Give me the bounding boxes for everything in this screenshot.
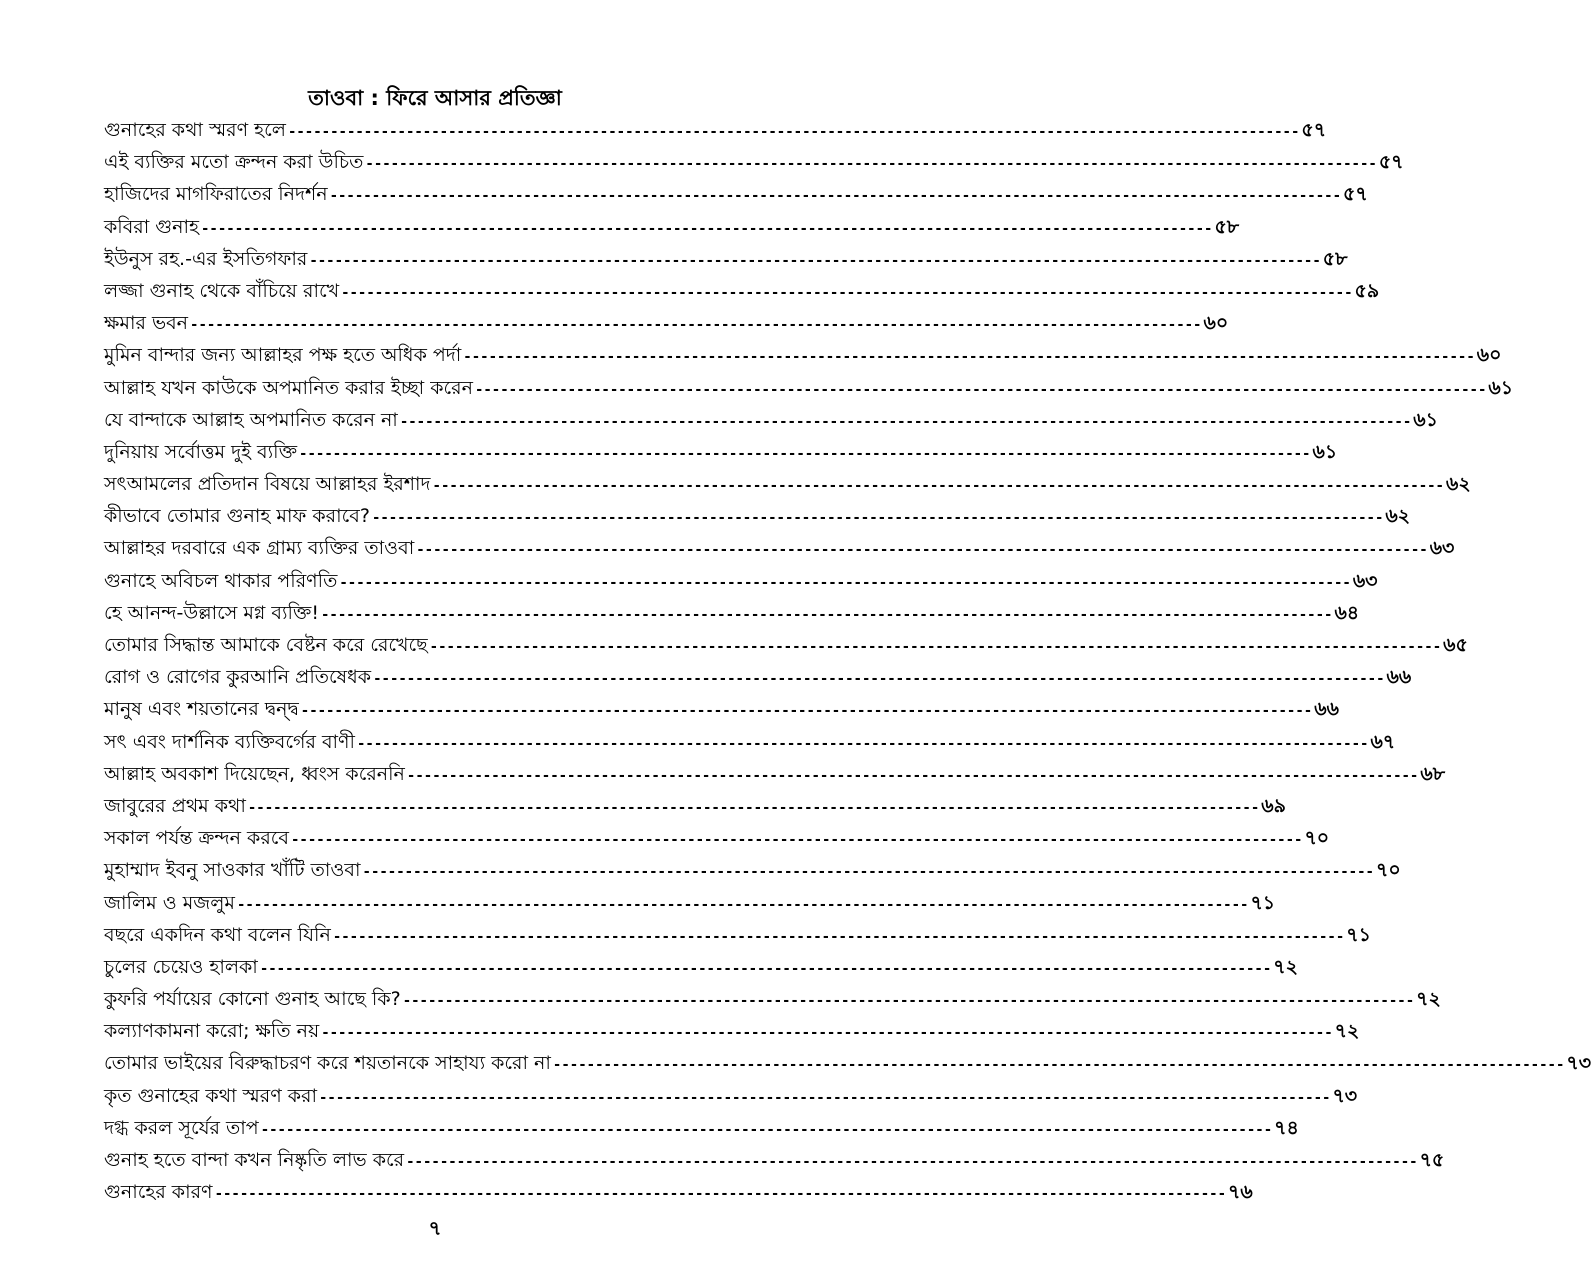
toc-entry-title: গুনাহের কথা স্মরণ হলে [104, 119, 286, 141]
dot-leader: ------------------------------------------------------------------------------------------------------------------------ [320, 606, 1333, 623]
toc-entry-title: এই ব্যক্তির মতো ক্রন্দন করা উচিত [104, 151, 364, 174]
toc-entry [104, 339, 1502, 371]
dot-leader: ------------------------------------------------------------------------------------------------------------------------ [463, 349, 1475, 366]
page-number: ৭ [428, 1216, 442, 1240]
dot-leader: ------------------------------------------------------------------------------------------------------------------------ [341, 284, 1353, 301]
toc-entry-page: ৬২ [1445, 473, 1471, 496]
toc-entry-page: ৭৫ [1419, 1149, 1445, 1171]
toc-entry-title: দুনিয়ায় সর্বোত্তম দুই ব্যক্তি [104, 440, 298, 463]
toc-entry [104, 693, 1339, 725]
toc-entry-page: ৫৭ [1301, 119, 1327, 141]
toc-entry-page: ৬১ [1488, 376, 1514, 399]
toc-entry-page: ৭১ [1250, 891, 1276, 914]
toc-entry [104, 790, 1286, 822]
toc-entry-title: কল্যাণকামনা করো; ক্ষতি নয় [104, 1020, 320, 1043]
toc-entry-title: মানুষ এবং শয়তানের দ্বন্দ্ব [104, 698, 299, 721]
toc-entry-page: ৭১ [1346, 923, 1371, 946]
dot-leader: ------------------------------------------------------------------------------------------------------------------------ [287, 124, 1300, 140]
toc-entry-title: কুফরি পর্যায়ের কোনো গুনাহ আছে কি? [104, 988, 401, 1011]
toc-entry-title: গুনাহ হতে বান্দা কখন নিষ্কৃতি লাভ করে [104, 1149, 405, 1171]
toc-entry-page: ৬৫ [1443, 634, 1468, 656]
dot-leader: ------------------------------------------------------------------------------------------------------------------------ [319, 1089, 1331, 1106]
dot-leader: ------------------------------------------------------------------------------------------------------------------------ [365, 156, 1377, 173]
toc-entry [104, 951, 1298, 983]
toc-entry-title: কৃত গুনাহের কথা স্মরণ করা [104, 1084, 317, 1107]
toc-entry-title: দগ্ধ করল সূর্যের তাপ [104, 1116, 259, 1139]
dot-leader: ------------------------------------------------------------------------------------------------------------------------ [332, 928, 1345, 945]
dot-leader: ------------------------------------------------------------------------------------------------------------------------ [291, 832, 1303, 849]
toc-entry [104, 275, 1380, 307]
dot-leader: ------------------------------------------------------------------------------------------------------------------------ [416, 542, 1428, 559]
toc-entry-title: লজ্জা গুনাহ থেকে বাঁচিয়ে রাখে [104, 279, 340, 302]
dot-leader: ------------------------------------------------------------------------------------------------------------------------ [201, 220, 1213, 237]
toc-entry-page: ৬৬ [1386, 666, 1412, 689]
dot-leader: ------------------------------------------------------------------------------------------------------------------------ [190, 317, 1202, 334]
toc-entry-page: ৬৩ [1352, 569, 1378, 592]
dot-leader: ------------------------------------------------------------------------------------------------------------------------ [362, 864, 1374, 881]
toc-entry [104, 307, 1229, 339]
toc-entry [104, 597, 1360, 629]
dot-leader: ------------------------------------------------------------------------------------------------------------------------ [371, 510, 1384, 527]
toc-entry-title: মুহাম্মাদ ইবনু সাওকার খাঁটি তাওবা [104, 859, 361, 882]
toc-entry-title: সৎআমলের প্রতিদান বিষয়ে আল্লাহর ইরশাদ [104, 473, 431, 496]
toc-entry-page: ৭২ [1334, 1020, 1360, 1043]
toc-entry-title: আল্লাহ অবকাশ দিয়েছেন, ধ্বংস করেননি [104, 762, 405, 785]
toc-entry-title: সৎ এবং দার্শনিক ব্যক্তিবর্গের বাণী [104, 730, 355, 753]
toc-entry [104, 887, 1276, 919]
dot-leader: ------------------------------------------------------------------------------------------------------------------------ [260, 1121, 1273, 1138]
toc-entry [104, 822, 1330, 854]
toc-entry-page: ৬১ [1312, 440, 1338, 463]
dot-leader: ------------------------------------------------------------------------------------------------------------------------ [356, 735, 1369, 752]
toc-entry [104, 1080, 1358, 1112]
toc-entry-page: ৬১ [1413, 408, 1438, 431]
toc-entry-page: ৫৮ [1322, 247, 1348, 270]
toc-entry-page: ৭২ [1273, 955, 1298, 978]
dot-leader: ------------------------------------------------------------------------------------------------------------------------ [321, 1025, 1333, 1042]
dot-leader: ------------------------------------------------------------------------------------------------------------------------ [309, 252, 1321, 269]
toc-entry-title: ইউনুস রহ.-এর ইসতিগফার [104, 247, 308, 270]
toc-entry [104, 146, 1404, 178]
toc-entry-page: ৭২ [1416, 988, 1441, 1011]
toc-entry-page: ৭০ [1375, 859, 1401, 882]
toc-entry [104, 854, 1401, 886]
toc-entry [104, 436, 1338, 468]
toc-entry [104, 983, 1441, 1015]
dot-leader: ------------------------------------------------------------------------------------------------------------------------ [300, 703, 1313, 720]
dot-leader: ------------------------------------------------------------------------------------------------------------------------ [474, 381, 1487, 398]
dot-leader: ------------------------------------------------------------------------------------------------------------------------ [429, 639, 1442, 655]
toc-entry-title: যে বান্দাকে আল্লাহ অপমানিত করেন না [104, 408, 398, 431]
toc-entry-title: সকাল পর্যন্ত ক্রন্দন করবে [104, 827, 289, 850]
toc-entry-title: আল্লাহর দরবারে এক গ্রাম্য ব্যক্তির তাওবা [104, 537, 415, 560]
page-title: তাওবা : ফিরে আসার প্রতিজ্ঞা [308, 86, 562, 110]
toc-entry [104, 1015, 1360, 1047]
toc-entry [104, 1112, 1299, 1144]
toc-entry [104, 211, 1240, 243]
toc-entry-title: জাবুরের প্রথম কথা [104, 794, 246, 817]
toc-entry [104, 629, 1468, 661]
toc-entry-page: ৬৬ [1314, 698, 1339, 721]
toc-entry-page: ৬০ [1476, 344, 1502, 367]
toc-entry-page: ৫৭ [1343, 183, 1368, 206]
toc-entry-page: ৬৮ [1420, 762, 1446, 785]
toc-entry-title: কবিরা গুনাহ [104, 215, 199, 238]
toc-entry-title: গুনাহের কারণ [104, 1181, 213, 1204]
dot-leader: ------------------------------------------------------------------------------------------------------------------------ [373, 671, 1385, 688]
toc-entry [104, 468, 1471, 500]
toc-entry-page: ৭৪ [1274, 1116, 1299, 1139]
toc-entry-page: ৬০ [1203, 312, 1229, 335]
table-of-contents [104, 114, 1591, 1208]
toc-entry-title: গুনাহে অবিচল থাকার পরিণতি [104, 569, 338, 592]
toc-entry [104, 178, 1368, 210]
dot-leader: ------------------------------------------------------------------------------------------------------------------------ [406, 767, 1419, 784]
toc-entry-page: ৬৪ [1334, 601, 1360, 624]
toc-entry [104, 1047, 1591, 1079]
toc-entry [104, 372, 1514, 404]
dot-leader: ------------------------------------------------------------------------------------------------------------------------ [299, 445, 1311, 462]
toc-entry [104, 919, 1371, 951]
toc-entry-page: ৭৬ [1228, 1181, 1253, 1204]
dot-leader: ------------------------------------------------------------------------------------------------------------------------ [432, 478, 1444, 495]
toc-entry-page: ৭০ [1304, 827, 1330, 850]
toc-entry-title: হাজিদের মাগফিরাতের নিদর্শন [104, 183, 328, 206]
dot-leader: ------------------------------------------------------------------------------------------------------------------------ [259, 960, 1272, 977]
toc-entry [104, 243, 1348, 275]
dot-leader: ------------------------------------------------------------------------------------------------------------------------ [339, 574, 1351, 591]
toc-entry-page: ৬৭ [1370, 730, 1396, 753]
toc-entry-title: রোগ ও রোগের কুরআনি প্রতিষেধক [104, 666, 372, 689]
toc-entry-title: হে আনন্দ-উল্লাসে মগ্ন ব্যক্তি! [104, 601, 319, 624]
toc-entry-page: ৬৩ [1429, 537, 1455, 560]
toc-entry [104, 532, 1455, 564]
dot-leader: ------------------------------------------------------------------------------------------------------------------------ [329, 188, 1342, 205]
toc-entry [104, 404, 1438, 436]
toc-entry-page: ৫৮ [1214, 215, 1240, 238]
toc-entry [104, 1144, 1445, 1176]
dot-leader: ------------------------------------------------------------------------------------------------------------------------ [214, 1186, 1227, 1203]
toc-entry-title: জালিম ও মজলুম [104, 891, 235, 914]
toc-entry-page: ৬২ [1385, 505, 1411, 528]
toc-entry-title: তোমার ভাইয়ের বিরুদ্ধাচরণ করে শয়তানকে সাহায্য করো না [104, 1052, 551, 1075]
toc-entry [104, 114, 1327, 146]
toc-entry-page: ৫৯ [1354, 279, 1380, 302]
toc-entry-title: তোমার সিদ্ধান্ত আমাকে বেষ্টন করে রেখেছে [104, 634, 428, 656]
dot-leader: ------------------------------------------------------------------------------------------------------------------------ [399, 413, 1412, 430]
toc-entry [104, 1176, 1253, 1208]
toc-entry-title: মুমিন বান্দার জন্য আল্লাহর পক্ষ হতে অধিক পর্দা [104, 344, 462, 367]
toc-entry-page: ৬৯ [1261, 794, 1286, 817]
toc-entry-title: কীভাবে তোমার গুনাহ মাফ করাবে? [104, 505, 370, 528]
toc-entry-page: ৭৩ [1332, 1084, 1358, 1107]
toc-entry-title: চুলের চেয়েও হালকা [104, 955, 258, 978]
toc-entry [104, 500, 1411, 532]
toc-entry [104, 661, 1412, 693]
toc-entry [104, 565, 1378, 597]
toc-entry-title: বছরে একদিন কথা বলেন যিনি [104, 923, 331, 946]
dot-leader: ------------------------------------------------------------------------------------------------------------------------ [247, 799, 1260, 816]
dot-leader: ------------------------------------------------------------------------------------------------------------------------ [236, 896, 1249, 913]
toc-entry-title: ক্ষমার ভবন [104, 312, 189, 335]
toc-entry-title: আল্লাহ যখন কাউকে অপমানিত করার ইচ্ছা করেন [104, 376, 473, 399]
toc-entry [104, 758, 1446, 790]
toc-entry-page: ৭৩ [1566, 1052, 1591, 1075]
toc-entry-page: ৫৭ [1378, 151, 1404, 174]
dot-leader: ------------------------------------------------------------------------------------------------------------------------ [406, 1154, 1418, 1170]
dot-leader: ------------------------------------------------------------------------------------------------------------------------ [552, 1057, 1565, 1074]
dot-leader: ------------------------------------------------------------------------------------------------------------------------ [402, 993, 1415, 1010]
toc-entry [104, 726, 1396, 758]
